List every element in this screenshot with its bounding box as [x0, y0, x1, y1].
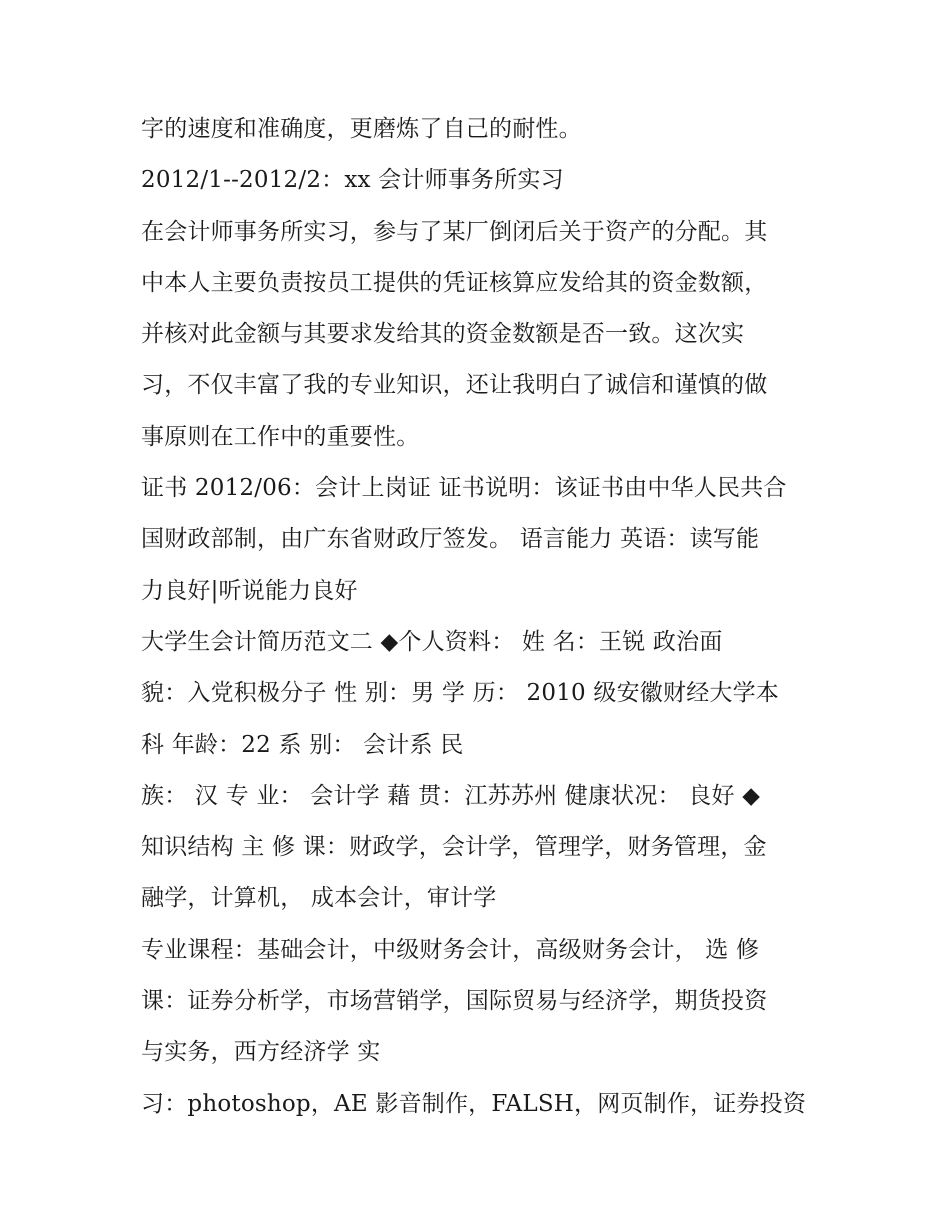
text-line: 科 年龄：22 系 别： 会计系 民 — [141, 731, 464, 758]
text-line: 课：证券分析学，市场营销学，国际贸易与经济学，期货投资 — [141, 988, 768, 1015]
text-line: 知识结构 主 修 课：财政学，会计学，管理学，财务管理，金 — [141, 834, 767, 861]
text-line: 并核对此金额与其要求发给其的资金数额是否一致。这次实 — [141, 321, 745, 348]
text-line: 习，不仅丰富了我的专业知识，还让我明白了诚信和谨慎的做 — [141, 372, 768, 399]
text-line: 在会计师事务所实习，参与了某厂倒闭后关于资产的分配。其 — [141, 218, 768, 245]
document-body — [141, 104, 821, 1130]
text-line: 大学生会计简历范文二 ◆个人资料： 姓 名：王锐 政治面 — [141, 628, 723, 655]
text-line: 专业课程：基础会计，中级财务会计，高级财务会计， 选 修 — [141, 936, 760, 963]
text-line: 国财政部制，由广东省财政厅签发。 语言能力 英语：读写能 — [141, 526, 760, 553]
text-line: 中本人主要负责按员工提供的凭证核算应发给其的资金数额， — [141, 269, 768, 296]
text-line: 习：photoshop，AE 影音制作，FALSH，网页制作，证券投资 — [141, 1090, 807, 1117]
text-line: 族： 汉 专 业： 会计学 藉 贯：江苏苏州 健康状况： 良好 ◆ — [141, 782, 761, 809]
text-line: 力良好|听说能力良好 — [141, 577, 358, 604]
text-line: 貌：入党积极分子 性 别：男 学 历： 2010 级安徽财经大学本 — [141, 680, 779, 707]
text-line: 字的速度和准确度，更磨炼了自己的耐性。 — [141, 116, 582, 142]
text-line: 事原则在工作中的重要性。 — [141, 423, 420, 450]
text-line: 2012/1--2012/2：xx 会计师事务所实习 — [141, 167, 564, 194]
text-line: 融学，计算机， 成本会计，审计学 — [141, 885, 497, 912]
text-line: 与实务，西方经济学 实 — [141, 1039, 381, 1066]
text-line: 证书 2012/06：会计上岗证 证书说明：该证书由中华人民共合 — [141, 475, 787, 502]
